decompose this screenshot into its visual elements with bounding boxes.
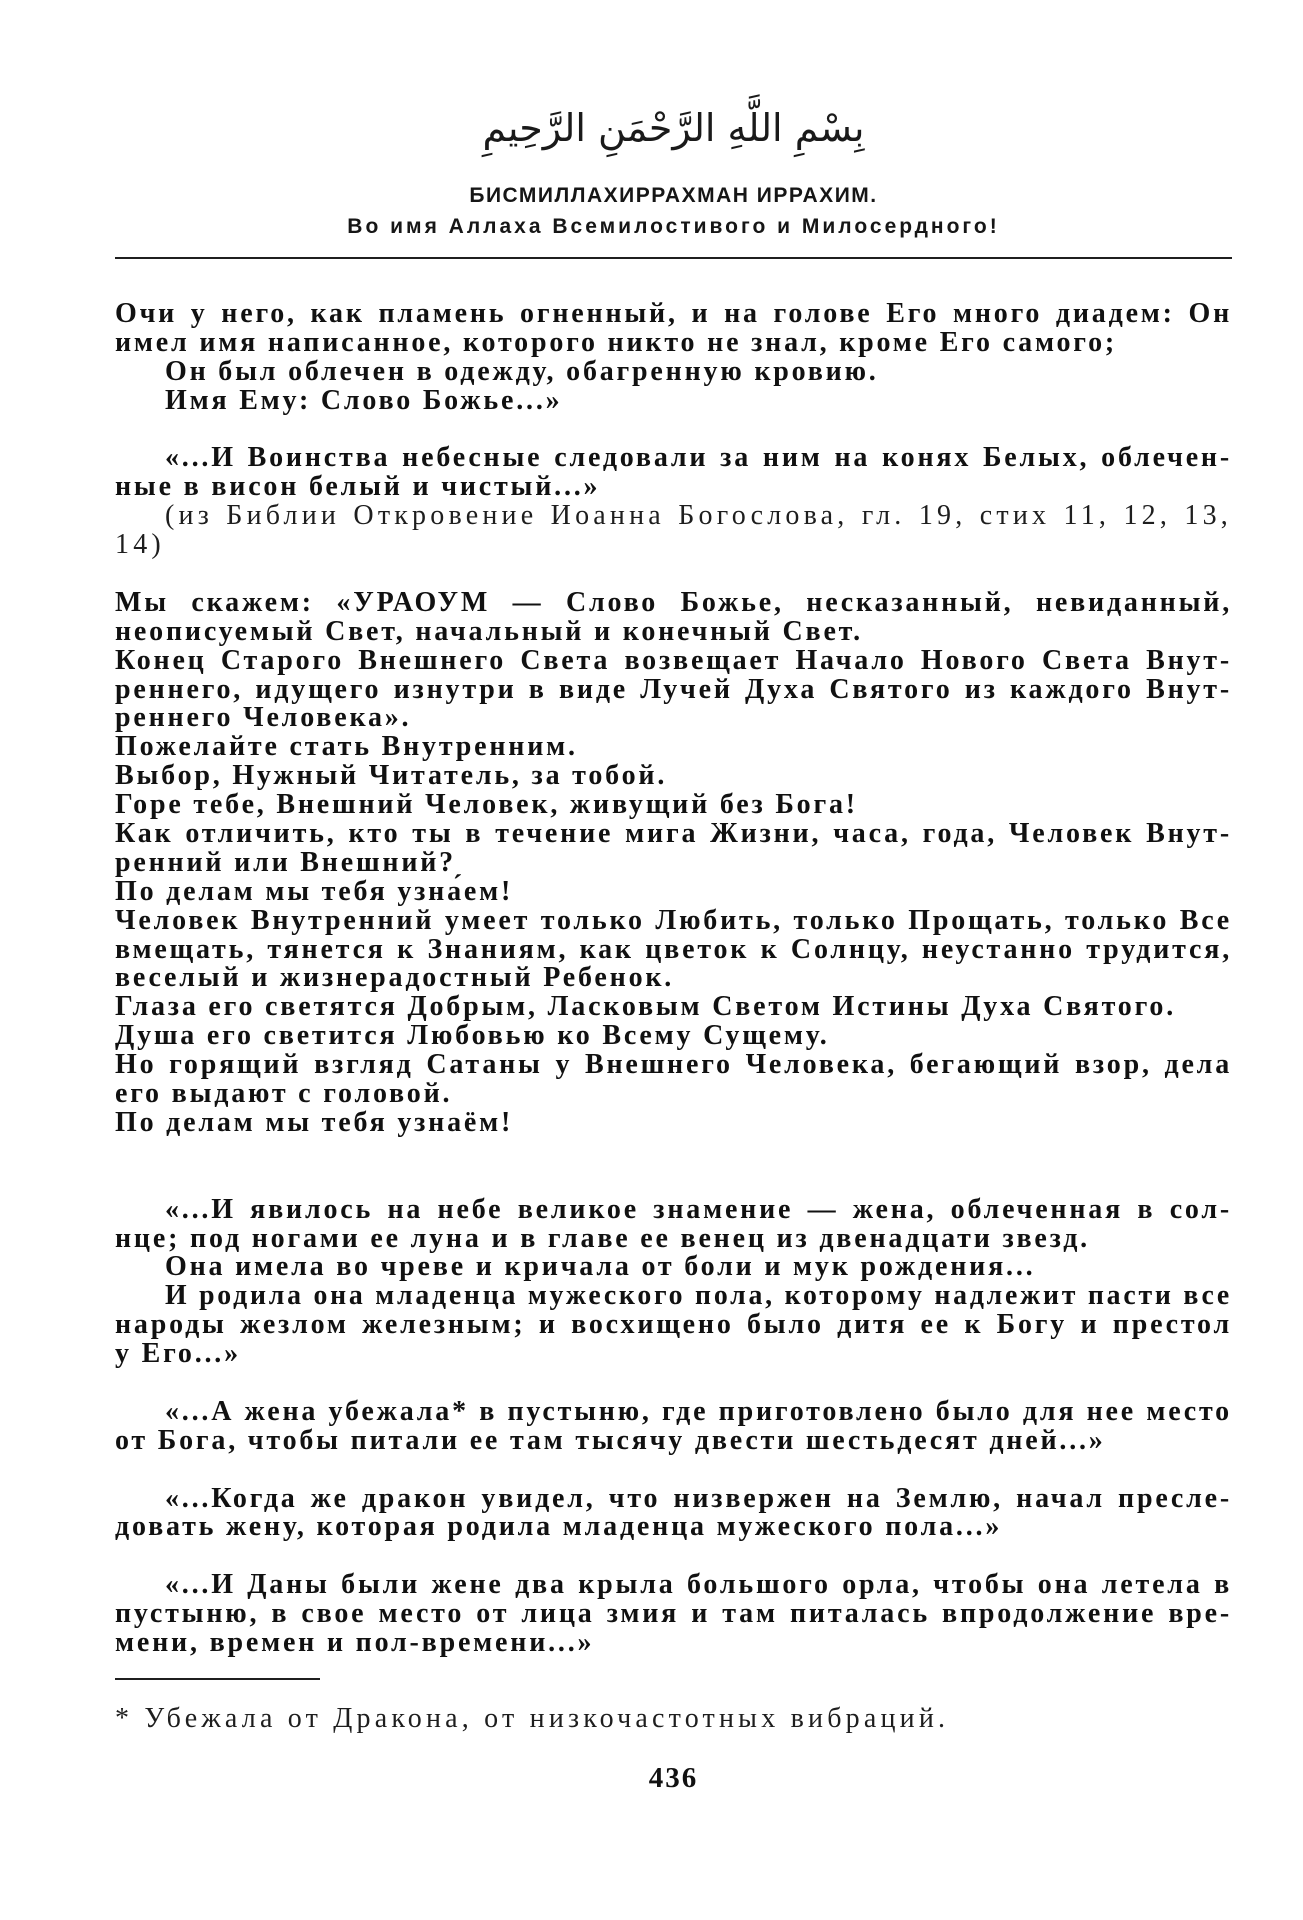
footnote-divider [115, 1678, 320, 1680]
text-line: Конец Старого Внешнего Света возвещает Начало Нового Света Внут- [115, 644, 1232, 676]
text-line: Человек Внутренний умеет только Любить, только Прощать, только Все [115, 904, 1232, 936]
text-line: довать жену, которая родила младенца мужеского пола...» [115, 1511, 1003, 1543]
text-line: у Его...» [115, 1338, 241, 1370]
paragraph [115, 1571, 1232, 1658]
text-line: Имя Ему: Слово Божье...» [165, 384, 563, 416]
text-line: неописуемый Свет, начальный и конечный Свет. [115, 615, 863, 647]
text-line: И родила она младенца мужеского пола, которому надлежит пасти все [165, 1280, 1232, 1312]
paragraph [115, 1193, 1232, 1370]
text-line: ренний или Внешний? [115, 846, 456, 878]
text-line: веселый и жизнерадостный Ребенок. [115, 962, 675, 994]
paragraph [115, 586, 1232, 1138]
text-line: Душа его светится Любовью ко Всему Сущему. [115, 1020, 830, 1052]
page-number: 436 [648, 1762, 699, 1794]
text-line: По делам мы тебя узна́ем! [115, 875, 514, 907]
paragraph [115, 1395, 1232, 1456]
text-line: нце; под ногами ее луна и в главе ее венец из двенадцати звезд. [115, 1222, 1090, 1254]
text-line: от Бога, чтобы питали ее там тысячу двести шестьдесят дней...» [115, 1424, 1106, 1456]
text-line: «...А жена убежала* в пустыню, где приготовлено было для нее место [165, 1395, 1232, 1427]
text-line: Глаза его светятся Добрым, Ласковым Светом Истины Духа Святого. [115, 991, 1177, 1023]
text-line: «...И явилось на небе великое знамение — жена, облеченная в сол- [165, 1193, 1232, 1225]
text-line: Мы скажем: «УРАОУМ — Слово Божье, несказанный, невиданный, [115, 586, 1232, 618]
basmala-transliteration: БИСМИЛЛАХИРРАХМАН ИРРАХИМ. [469, 184, 878, 207]
text-line: «...И Даны были жене два крыла большого орла, чтобы она летела в [165, 1569, 1232, 1601]
text-line: пустыню, в свое место от лица змия и там питалась впродолжение вре- [115, 1598, 1232, 1630]
text-line: Очи у него, как пламень огненный, и на голове Его много диадем: Он [115, 298, 1232, 329]
text-line: Пожелайте стать Внутренним. [115, 731, 578, 763]
text-line: ные в висон белый и чистый...» [115, 471, 601, 503]
citation-line: (из Библии Откровение Иоанна Богослова, гл. 19, стих 11, 12, 13, [165, 500, 1232, 532]
text-line: Горе тебе, Внешний Человек, живущий без Бога! [115, 789, 858, 821]
text-line: «...И Воинства небесные следовали за ним на конях Белых, облечен- [165, 442, 1232, 474]
text-line: Он был облечен в одежду, обагренную кровию. [165, 355, 879, 387]
header-divider [115, 257, 1232, 259]
text-line: Она имела во чреве и кричала от боли и мук рождения... [165, 1251, 1036, 1283]
paragraph [115, 300, 1232, 416]
text-line: Как отличить, кто ты в течение мига Жизни, часа, года, Человек Внут- [115, 818, 1232, 850]
paragraph [115, 444, 1232, 560]
text-line: Выбор, Нужный Читатель, за тобой. [115, 760, 668, 792]
text-line: народы жезлом железным; и восхищено было дитя ее к Богу и престол [115, 1309, 1232, 1341]
text-line: вмещать, тянется к Знаниям, как цветок к Солнцу, неустанно трудится, [115, 933, 1232, 965]
text-line: мени, времен и пол-времени...» [115, 1626, 595, 1658]
text-line: реннего Человека». [115, 702, 412, 734]
text-line: его выдают с головой. [115, 1078, 453, 1110]
basmala-calligraphy: بِسْمِ اللَّهِ الرَّحْمَنِ الرَّحِيمِ [482, 106, 865, 150]
text-line: «...Когда же дракон увидел, что низвержен на Землю, начал пресле- [165, 1482, 1232, 1514]
page-body [115, 300, 1232, 1658]
paragraph [115, 1482, 1232, 1543]
text-line: По делам мы тебя узнаём! [115, 1106, 514, 1138]
footnote: * Убежала от Дракона, от низкочастотных вибраций. [115, 1703, 950, 1734]
citation-line: 14) [115, 529, 165, 561]
text-line: реннего, идущего изнутри в виде Лучей Духа Святого из каждого Внут- [115, 673, 1232, 705]
text-line: имел имя написанное, которого никто не знал, кроме Его самого; [115, 326, 1118, 358]
text-line: Но горящий взгляд Сатаны у Внешнего Человека, бегающий взор, дела [115, 1049, 1232, 1081]
basmala-translation: Во имя Аллаха Всемилостивого и Милосердного! [347, 215, 1000, 238]
